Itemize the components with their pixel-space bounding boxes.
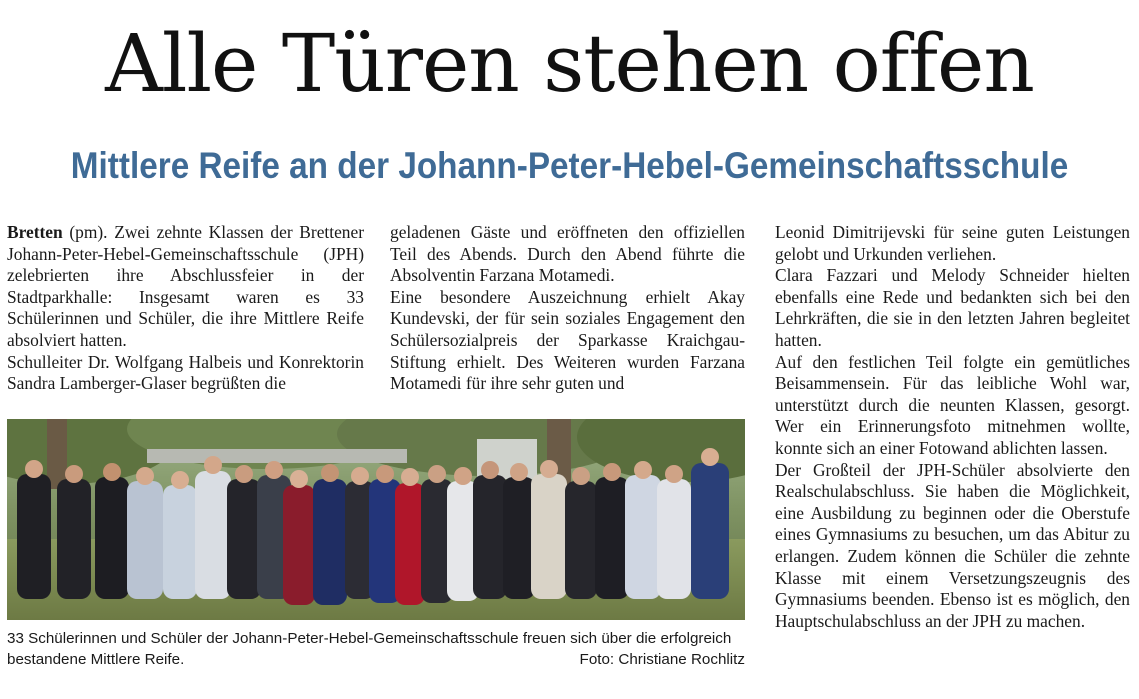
paragraph: Clara Fazzari und Melody Schneider hielten ebenfalls eine Rede und bedankten sich bei den Lehrkräften, die sie in den letzten Jahren begleitet hatten. (775, 265, 1130, 350)
paragraph: Schulleiter Dr. Wolfgang Halbeis und Konrektorin Sandra Lamberger-Glaser begrüßten die (7, 351, 364, 394)
paragraph: Der Großteil der JPH-Schüler absolvierte den Realschulabschluss. Sie haben die Möglichkeit, eine Ausbildung zu beginnen oder die Oberstufe eines Gymnasiums zu besuchen, um das Abitur zu erlangen. Zudem können die Schüler die zehnte Klasse mit einem Versetzungszeugnis des Gymnasiums beenden. Ebenso ist es möglich, den Hauptschulabschluss an der JPH zu machen. (775, 459, 1130, 631)
paragraph-text: (pm). Zwei zehnte Klassen der Brettener Johann-Peter-Hebel-Gemeinschaftsschule (JPH) zelebrierten ihre Abschlussfeier in der Stadtparkhalle: Insgesamt waren es 33 Schülerinnen und Schüler, die ihre Mittlere Reife absolviert hatten. (7, 222, 364, 350)
paragraph: Auf den festlichen Teil folgte ein gemütliches Beisammensein. Für das leibliche Wohl war, unterstützt durch die neunten Klassen, gesorgt. Wer ein Erinnerungsfoto mitnehmen wollte, konnte sich an einer Fotowand ablichten lassen. (775, 351, 1130, 458)
article-column-1 (7, 222, 364, 395)
group-photo-illustration (7, 419, 745, 620)
article-column-2 (390, 222, 745, 395)
caption-text: 33 Schülerinnen und Schüler der Johann-Peter-Hebel-Gemeinschaftsschule freuen sich über die erfolgreich bestandene Mittlere Reife. (7, 630, 732, 668)
photo-credit: Foto: Christiane Rochlitz (579, 651, 745, 668)
photo-caption (7, 628, 745, 670)
paragraph: Eine besondere Auszeichnung erhielt Akay Kundevski, der für sein soziales Engagement den Schülersozialpreis der Sparkasse Kraichgau-Stiftung erhielt. Des Weiteren wurden Farzana Motamedi für ihre sehr guten und (390, 286, 745, 394)
dateline: Bretten (7, 222, 63, 242)
headline: Alle Türen stehen offen (105, 17, 1034, 110)
paragraph (7, 222, 364, 352)
subheadline: Mittlere Reife an der Johann-Peter-Hebel-Gemeinschaftsschule (70, 145, 1069, 186)
paragraph: Leonid Dimitrijevski für seine guten Leistungen gelobt und Urkunden verliehen. (775, 222, 1130, 264)
article-column-3 (775, 222, 1130, 632)
paragraph: geladenen Gäste und eröffneten den offiziellen Teil des Abends. Durch den Abend führte die Absolventin Farzana Motamedi. (390, 222, 745, 286)
group-photo (7, 419, 745, 620)
